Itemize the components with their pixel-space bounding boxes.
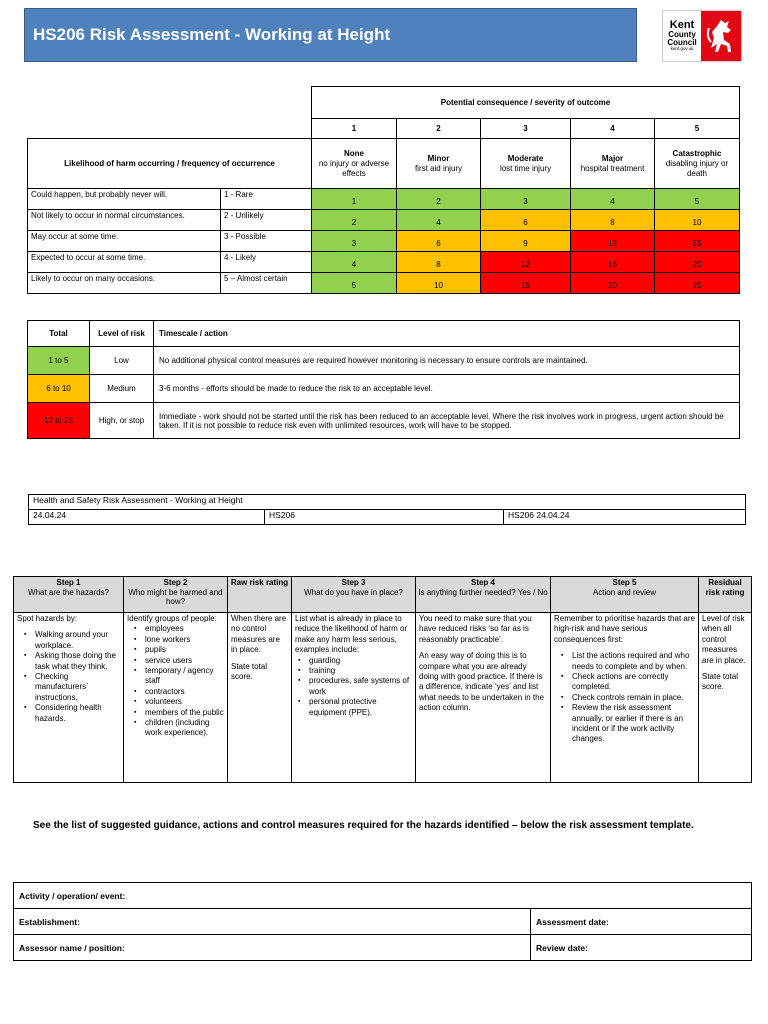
legend-level: Low (90, 347, 154, 375)
severity-number: 5 (655, 119, 740, 139)
list-item: ▪ volunteers (145, 697, 224, 707)
matrix-blank-corner (28, 87, 312, 119)
people-intro: Identify groups of people: (127, 614, 217, 623)
logo-line-url: kent.gov.uk (670, 46, 694, 52)
risk-score: 3 (481, 189, 571, 210)
list-item: ▪ Check controls remain in place. (572, 693, 695, 703)
assessment-form (13, 882, 752, 961)
legend-header-action: Timescale / action (154, 321, 740, 347)
likelihood-description: Expected to occur at some time. (28, 252, 221, 273)
further-needed-cell (416, 613, 551, 783)
severity-name: Major (601, 153, 624, 163)
severity-desc: first aid injury (414, 163, 463, 173)
document-date: 24.04.24 (29, 510, 265, 525)
assessor-field[interactable]: Assessor name / position: (14, 935, 531, 961)
likelihood-level: 1 - Rare (221, 189, 312, 210)
document-reference: HS206 24.04.24 (504, 510, 746, 525)
likelihood-header: Likelihood of harm occurring / frequency of occurrence (28, 139, 312, 189)
step-header (228, 577, 292, 613)
severity-desc: disabling injury or death (665, 158, 729, 178)
severity-name: None (344, 148, 364, 158)
risk-score: 25 (655, 273, 740, 294)
action-review-intro: Remember to prioritise hazards that are high-risk and have serious consequences first: (554, 614, 695, 644)
severity-number: 4 (571, 119, 655, 139)
legend-action: No additional physical control measures are required however monitoring is necessary to ensure controls are maintained. (154, 347, 740, 375)
step-header (551, 577, 699, 613)
consequence-header: Potential consequence / severity of outcome (312, 87, 740, 119)
logo-line-kent: Kent (669, 19, 695, 32)
review-date-field[interactable]: Review date: (531, 935, 752, 961)
risk-score: 20 (571, 273, 655, 294)
risk-score: 15 (481, 273, 571, 294)
list-item: ▪ temporary / agency staff (145, 666, 224, 687)
step-header (416, 577, 551, 613)
people-list (145, 624, 224, 738)
list-item: ▪ service users (145, 656, 224, 666)
risk-score: 2 (312, 210, 397, 231)
controls-list (309, 656, 412, 718)
legend-header-level: Level of risk (90, 321, 154, 347)
severity-desc: no injury or adverse effects (318, 158, 390, 178)
list-item: ▪ pupils (145, 645, 224, 655)
risk-score: 9 (481, 231, 571, 252)
severity-name: Catastrophic (672, 148, 722, 158)
step-header (14, 577, 124, 613)
step-header (124, 577, 228, 613)
list-item: ▪ Considering health hazards. (35, 703, 120, 724)
activity-field[interactable]: Activity / operation/ event: (14, 883, 752, 909)
risk-matrix (27, 86, 740, 294)
risk-score: 1 (312, 189, 397, 210)
list-item: ▪ Checking manufacturers’ instructions. (35, 672, 120, 703)
logo-line-county: County (668, 30, 696, 40)
document-code: HS206 (265, 510, 504, 525)
step-question: Action and review (592, 587, 657, 597)
likelihood-level: 5 – Almost certain (221, 273, 312, 294)
step-header (292, 577, 416, 613)
severity-cell (481, 139, 571, 189)
kent-county-council-logo (662, 10, 742, 62)
severity-desc: hospital treatment (580, 163, 645, 173)
risk-score: 8 (397, 252, 481, 273)
residual-risk-cell (699, 613, 752, 783)
likelihood-description: Not likely to occur in normal circumstances. (28, 210, 221, 231)
residual-risk-score-note: State total score. (702, 671, 739, 692)
legend-total: 6 to 10 (28, 375, 90, 403)
risk-score: 12 (571, 231, 655, 252)
step-header (699, 577, 752, 613)
legend-header-total: Total (28, 321, 90, 347)
risk-score: 3 (312, 231, 397, 252)
list-item: ▪ Walking around your workplace. (35, 630, 120, 651)
step-number: Step 3 (341, 578, 366, 587)
list-item: ▪ procedures, safe systems of work (309, 676, 412, 697)
risk-score: 4 (397, 210, 481, 231)
action-review-list (572, 651, 695, 745)
step-number: Step 1 (56, 578, 81, 587)
severity-name: Minor (427, 153, 450, 163)
likelihood-description: Could happen, but probably never will. (28, 189, 221, 210)
document-info-table (28, 494, 746, 525)
risk-score: 6 (397, 231, 481, 252)
likelihood-description: Likely to occur on many occasions. (28, 273, 221, 294)
establishment-field[interactable]: Establishment: (14, 909, 531, 935)
list-item: ▪ Asking those doing the task what they think. (35, 651, 120, 672)
list-item: ▪ contractors (145, 687, 224, 697)
severity-number: 1 (312, 119, 397, 139)
people-cell (124, 613, 228, 783)
residual-risk-text: Level of risk when all control measures are in place. (702, 614, 746, 665)
guidance-note: See the list of suggested guidance, actions and control measures required for the hazards identified – below the risk assessment template. (33, 820, 694, 831)
step-number: Step 5 (612, 578, 637, 587)
legend-total: 1 to 5 (28, 347, 90, 375)
controls-cell (292, 613, 416, 783)
risk-score: 10 (655, 210, 740, 231)
list-item: ▪ lone workers (145, 635, 224, 645)
hazards-cell (14, 613, 124, 783)
list-item: ▪ guarding (309, 656, 412, 666)
list-item: ▪ training (309, 666, 412, 676)
raw-risk-score-note: State total score. (231, 661, 268, 681)
controls-intro: List what is already in place to reduce the likelihood of harm or make any harm less serious, examples include: (295, 614, 408, 655)
step-number: Step 2 (163, 578, 188, 587)
further-needed-text: You need to make sure that you have reduced risks ‘so far as is reasonably practicable’. (419, 614, 532, 644)
list-item: ▪ List the actions required and who needs to complete and by when. (572, 651, 695, 672)
step-question: Who might be harmed and how? (128, 587, 223, 607)
list-item: ▪ members of the public (145, 708, 224, 718)
likelihood-level: 3 - Possible (221, 231, 312, 252)
logo-line-council: Council (667, 38, 697, 48)
risk-score: 12 (481, 252, 571, 273)
hazards-list (35, 630, 120, 724)
residual-risk-header: Residual risk rating (705, 578, 745, 597)
legend-action: 3-6 months - efforts should be made to reduce the risk to an acceptable level. (154, 375, 740, 403)
severity-cell (571, 139, 655, 189)
assessment-steps-table (13, 576, 752, 783)
risk-score: 16 (571, 252, 655, 273)
list-item: ▪ personal protective equipment (PPE). (309, 697, 412, 718)
severity-cell (655, 139, 740, 189)
hazards-intro: Spot hazards by: (17, 614, 78, 623)
step-question: Is anything further needed? Yes / No (418, 587, 548, 597)
likelihood-level: 4 - Likely (221, 252, 312, 273)
further-needed-guidance: An easy way of doing this is to compare what you are already doing with good practice. If there is a difference, indicate ‘yes’ and list what needs to be undertaken in the action column. (419, 651, 544, 713)
page-title: HS206 Risk Assessment - Working at Height (24, 8, 637, 62)
risk-score: 8 (571, 210, 655, 231)
list-item: ▪ Check actions are correctly completed. (572, 672, 695, 693)
risk-score: 4 (312, 252, 397, 273)
risk-score: 20 (655, 252, 740, 273)
legend-action: Immediate - work should not be started until the risk has been reduced to an acceptable level. Where the risk involves work in progress, urgent action should be taken. If it is not possible to reduce risk even with unlimited resources, work will have to be stopped. (154, 403, 740, 439)
risk-score: 6 (481, 210, 571, 231)
severity-number: 3 (481, 119, 571, 139)
legend-level: Medium (90, 375, 154, 403)
likelihood-level: 2 - Unlikely (221, 210, 312, 231)
invicta-horse-icon (701, 11, 741, 61)
severity-number: 2 (397, 119, 481, 139)
matrix-blank-corner (28, 119, 312, 139)
raw-risk-header: Raw risk rating (230, 578, 289, 587)
raw-risk-cell (228, 613, 292, 783)
severity-cell (312, 139, 397, 189)
legend-level: High, or stop (90, 403, 154, 439)
risk-score: 5 (655, 189, 740, 210)
assessment-date-field[interactable]: Assessment date: (531, 909, 752, 935)
risk-score: 15 (655, 231, 740, 252)
risk-score: 2 (397, 189, 481, 210)
list-item: ▪ children (including work experience). (145, 718, 224, 739)
list-item: ▪ Review the risk assessment annually, or earlier if there is an incident or if the work activity changes. (572, 703, 695, 745)
risk-score: 10 (397, 273, 481, 294)
severity-desc: lost time injury (499, 163, 552, 173)
legend-total: 12 to 25 (28, 403, 90, 439)
action-review-cell (551, 613, 699, 783)
document-title: Health and Safety Risk Assessment - Working at Height (29, 495, 746, 510)
severity-cell (397, 139, 481, 189)
step-number: Step 4 (470, 578, 495, 587)
risk-score: 5 (312, 273, 397, 294)
list-item: ▪ employees (145, 624, 224, 634)
likelihood-description: May occur at some time. (28, 231, 221, 252)
step-question: What do you have in place? (304, 587, 403, 597)
risk-score: 4 (571, 189, 655, 210)
raw-risk-text: When there are no control measures are in place. (231, 614, 287, 655)
severity-name: Moderate (507, 153, 544, 163)
risk-level-legend (27, 320, 740, 439)
step-question: What are the hazards? (28, 587, 109, 597)
